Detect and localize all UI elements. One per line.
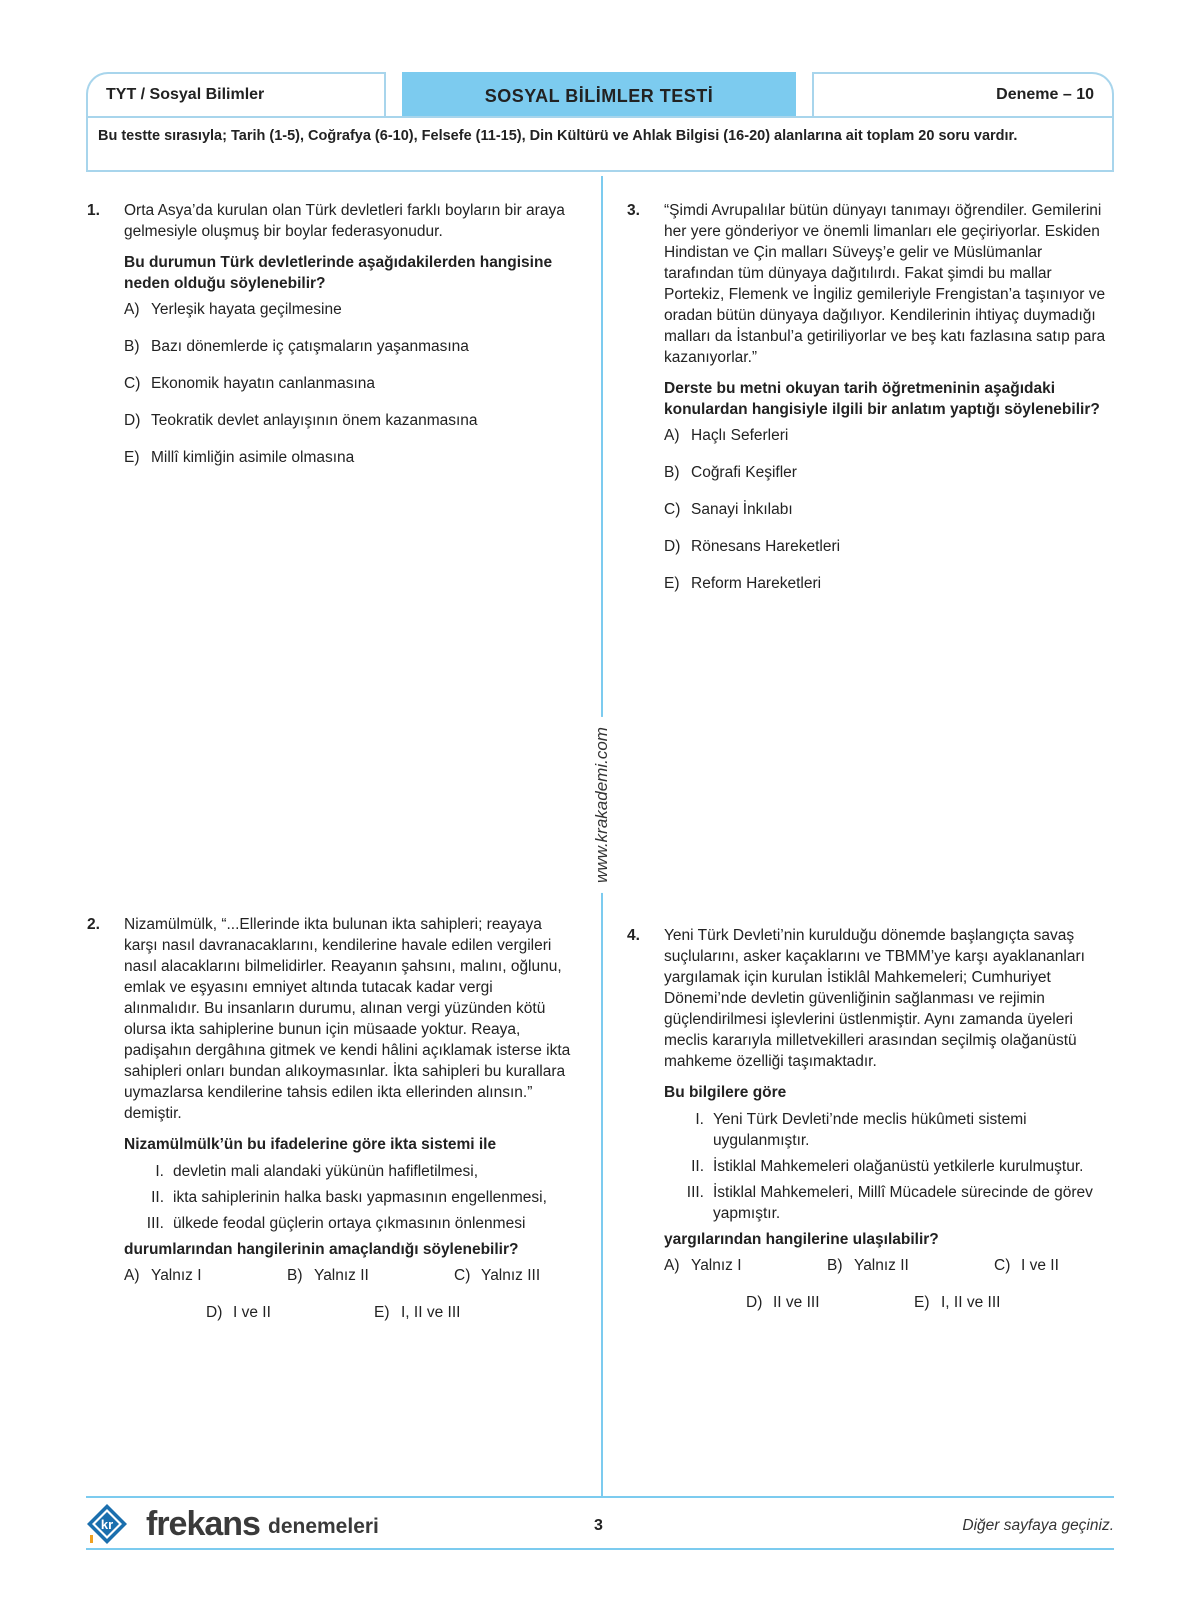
brand-name: frekans — [146, 1505, 260, 1543]
page-number: 3 — [594, 1517, 603, 1534]
question-text: “Şimdi Avrupalılar bütün dünyayı tanımayı öğrendiler. Gemilerini her yere gönderiyor ve önemli limanları ele geçiriyorlar. Eskiden Hindistan ve Çin malları Süveyş’e gelir ve Müslümanlar tarafından tüm dünyaya dağıtılırdı. Fakat şimdi bu mallar Portekiz, Flemenk ve İngiliz gemileriyle Frengistan’a taşınıyor ve oradan bütün dünyaya dağılıyor. Kendilerinin ihtiyaç duymadığı malları da İstanbul’a getiriliyorlar ve beş katı fazlasına satıp para kazanıyorlar.” — [664, 202, 1106, 366]
options-list — [664, 1255, 1114, 1329]
option-c[interactable]: C) Yalnız III — [454, 1267, 541, 1284]
question-stem: Derste bu metni okuyan tarih öğretmeninin aşağıdaki konulardan hangisiyle ilgili bir anlatım yaptığı söylenebilir? — [664, 380, 1100, 418]
question-number: 2. — [87, 916, 100, 933]
question-text: Orta Asya’da kurulan olan Türk devletleri farklı boyların bir araya gelmesiyle oluşmuş bir boylar federasyonudur. — [124, 202, 565, 240]
option-e[interactable]: E) Millî kimliğin asimile olmasına — [124, 449, 355, 466]
question-3 — [627, 200, 1114, 610]
option-b[interactable]: B) Yalnız II — [827, 1257, 909, 1274]
watermark-url: www.krakademi.com — [592, 717, 612, 893]
brand-subtitle: denemeleri — [268, 1515, 379, 1538]
logo-icon — [86, 1503, 128, 1545]
question-stem-2: durumlarından hangilerinin amaçlandığı söylenebilir? — [124, 1241, 519, 1258]
option-d[interactable]: D) I ve II — [206, 1304, 271, 1321]
page-title: SOSYAL BİLİMLER TESTİ — [484, 86, 714, 106]
statement-item: II. ikta sahiplerinin halka baskı yapmasının engellenmesi, — [151, 1189, 547, 1206]
statement-item: III. İstiklal Mahkemeleri, Millî Mücadele sürecinde de görev yapmıştır. — [686, 1184, 1093, 1222]
question-text: Yeni Türk Devleti’nin kurulduğu dönemde başlangıçta savaş suçlularını, asker kaçaklarını ve TBMM’ye karşı ayaklananları yargılamak için kurulan İstiklâl Mahkemeleri; Cumhuriyet Dönemi’nde devletin güvenliğinin sağlanması ve rejimin güçlendirilmesi işlevlerini üstlenmiştir. Aynı zamanda üyeleri meclis kararıyla milletvekilleri arasından seçilmiş olağanüstü mahkeme özelliği taşımaktadır. — [664, 927, 1085, 1070]
question-stem-2: yargılarından hangilerine ulaşılabilir? — [664, 1231, 939, 1248]
option-a[interactable]: A) Yalnız I — [124, 1267, 202, 1284]
options-list — [664, 425, 1114, 610]
question-number: 4. — [627, 927, 640, 944]
statement-item: I. devletin mali alandaki yükünün hafifletilmesi, — [155, 1163, 478, 1180]
option-d[interactable]: D) Rönesans Hareketleri — [664, 538, 841, 555]
statement-item: II. İstiklal Mahkemeleri olağanüstü yetkilerle kurulmuştur. — [691, 1158, 1084, 1175]
option-c[interactable]: C) I ve II — [994, 1257, 1059, 1274]
option-e[interactable]: E) I, II ve III — [374, 1304, 461, 1321]
option-d[interactable]: D) II ve III — [746, 1294, 820, 1311]
option-a[interactable]: A) Haçlı Seferleri — [664, 427, 789, 444]
option-a[interactable]: A) Yerleşik hayata geçilmesine — [124, 301, 342, 318]
header-subject-box — [86, 72, 386, 116]
option-a[interactable]: A) Yalnız I — [664, 1257, 742, 1274]
test-info-box: Bu testte sırasıyla; Tarih (1-5), Coğrafya (6-10), Felsefe (11-15), Din Kültürü ve Ahlak Bilgisi (16-20) alanlarına ait toplam 20 soru vardır. — [86, 116, 1114, 172]
statement-item: I. Yeni Türk Devleti’nde meclis hükûmeti sistemi uygulanmıştır. — [695, 1111, 1027, 1149]
option-c[interactable]: C) Ekonomik hayatın canlanmasına — [124, 375, 376, 392]
options-list — [124, 299, 572, 484]
option-b[interactable]: B) Coğrafi Keşifler — [664, 464, 797, 481]
header-exam-box — [812, 72, 1114, 116]
question-1 — [87, 200, 572, 484]
question-number: 1. — [87, 202, 100, 219]
statement-list — [124, 1161, 572, 1234]
question-4 — [627, 925, 1114, 1329]
statement-list — [664, 1109, 1114, 1224]
next-page-note: Diğer sayfaya geçiniz. — [962, 1517, 1114, 1534]
question-number: 3. — [627, 202, 640, 219]
footer-bottom-line — [86, 1548, 1114, 1550]
logo-text: kr — [100, 1517, 114, 1532]
question-stem: Bu durumun Türk devletlerinde aşağıdakilerden hangisine neden olduğu söylenebilir? — [124, 254, 553, 292]
question-text: Nizamülmülk, “...Ellerinde ikta bulunan ikta sahipleri; reayaya karşı nasıl davranacaklarını, kendilerine havale edilen vergileri nasıl alacaklarını bilmelidirler. Reayanın şahsını, malını, oğlunu, emlak ve eşyasını emniyet altında tutacak kadar vergi alınmalıdır. Bu insanların durumu, alınan vergi yüzünden kötü olursa ikta sahiplerine bunun için müsaade yoktur. Reaya, padişahın dergâhına gitmek ve kendi hâlini açıklamak isterse ikta sahipleri onları bundan alıkoymasınlar. İkta sahipleri bu kurallara uymazlarsa kendilerine tahsis edilen ikta ellerinden alınsın.” demiştir. — [124, 916, 571, 1122]
option-d[interactable]: D) Teokratik devlet anlayışının önem kazanmasına — [124, 412, 478, 429]
option-c[interactable]: C) Sanayi İnkılabı — [664, 501, 793, 518]
option-e[interactable]: E) Reform Hareketleri — [664, 575, 822, 592]
statement-item: III. ülkede feodal güçlerin ortaya çıkmasının önlenmesi — [146, 1215, 526, 1232]
option-b[interactable]: B) Bazı dönemlerde iç çatışmaların yaşanmasına — [124, 338, 469, 355]
question-stem: Nizamülmülk’ün bu ifadelerine göre ikta sistemi ile — [124, 1136, 497, 1153]
question-stem: Bu bilgilere göre — [664, 1084, 787, 1101]
footer-top-line — [86, 1496, 1114, 1498]
option-e[interactable]: E) I, II ve III — [914, 1294, 1001, 1311]
header-title-box — [402, 72, 796, 116]
header-subject-label: TYT / Sosyal Bilimler — [106, 86, 265, 103]
exam-number-label: Deneme – 10 — [996, 86, 1094, 103]
question-2 — [87, 914, 572, 1339]
option-b[interactable]: B) Yalnız II — [287, 1267, 369, 1284]
options-list — [124, 1265, 572, 1339]
